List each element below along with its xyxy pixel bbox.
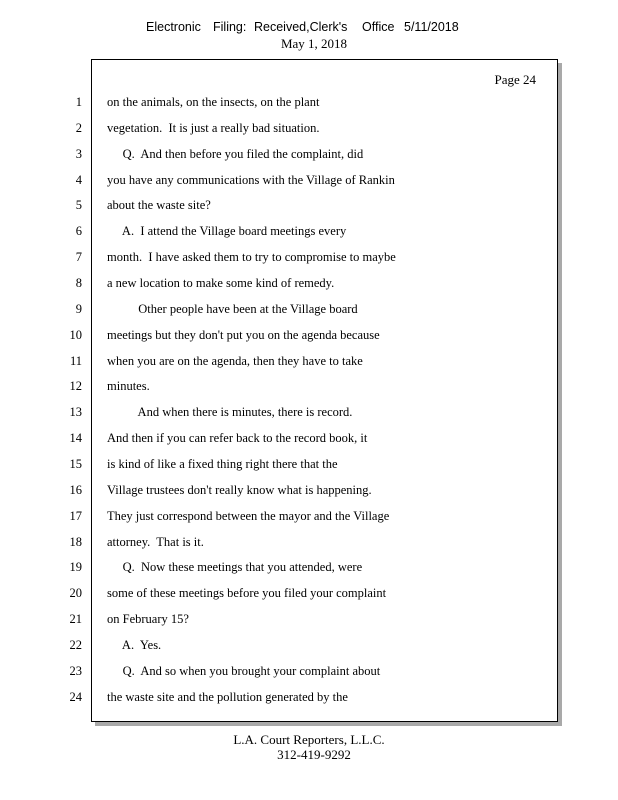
filing-stamp-word: Received,Clerk's xyxy=(254,20,348,34)
transcript-line: meetings but they don't put you on the agenda because xyxy=(107,327,380,342)
transcript-line: Village trustees don't really know what is happening. xyxy=(107,482,372,497)
line-number: 14 xyxy=(69,431,82,446)
reporter-company: L.A. Court Reporters, L.L.C. xyxy=(233,732,385,747)
transcript-line: Other people have been at the Village board xyxy=(107,301,358,316)
line-number: 16 xyxy=(69,482,82,497)
filing-stamp-date: 5/11/2018 xyxy=(404,20,459,34)
line-number: 20 xyxy=(69,586,82,601)
line-number: 9 xyxy=(75,301,82,316)
line-number: 3 xyxy=(75,146,82,161)
transcript-line: the waste site and the pollution generated by the xyxy=(107,689,348,704)
line-number: 13 xyxy=(69,405,82,420)
filing-stamp xyxy=(0,20,618,36)
reporter-phone xyxy=(0,747,618,763)
transcript-line: vegetation. It is just a really bad situation. xyxy=(107,120,320,135)
line-number: 2 xyxy=(75,120,82,135)
transcript-line: A. I attend the Village board meetings every xyxy=(107,224,347,239)
line-number: 15 xyxy=(69,456,82,471)
line-number: 21 xyxy=(69,612,82,626)
line-number: 12 xyxy=(69,379,82,394)
line-number: 17 xyxy=(69,508,82,523)
line-number: 8 xyxy=(75,276,82,290)
transcript-line: some of these meetings before you filed your complaint xyxy=(107,586,387,601)
line-number: 7 xyxy=(75,250,82,265)
line-number: 23 xyxy=(69,663,82,678)
transcript-line: on the animals, on the insects, on the plant xyxy=(107,95,320,109)
reporter-phone-text: 312-419-9292 xyxy=(277,747,351,762)
line-number: 6 xyxy=(75,224,82,239)
transcript-line: Q. And so when you brought your complaint about xyxy=(107,663,381,678)
line-number: 5 xyxy=(75,198,82,213)
transcript-date xyxy=(0,36,618,52)
transcript-line: is kind of like a fixed thing right there that the xyxy=(107,456,338,471)
transcript-line: about the waste site? xyxy=(107,198,211,213)
transcript-line: you have any communications with the Village of Rankin xyxy=(107,172,395,187)
line-number: 19 xyxy=(69,560,82,575)
transcript-line: Q. Now these meetings that you attended, were xyxy=(107,560,363,575)
transcript-line: attorney. That is it. xyxy=(107,534,204,549)
line-number: 10 xyxy=(69,327,82,342)
line-number: 24 xyxy=(69,689,82,704)
transcript-line: month. I have asked them to try to compromise to maybe xyxy=(107,250,396,265)
line-number: 4 xyxy=(75,172,82,187)
line-number: 11 xyxy=(69,353,82,368)
filing-stamp-word: Filing: xyxy=(213,20,247,34)
transcript-date-text: May 1, 2018 xyxy=(280,36,348,51)
transcript-line: minutes. xyxy=(107,379,150,394)
transcript-line: on February 15? xyxy=(107,612,189,626)
filing-stamp-word: Office xyxy=(362,20,395,34)
line-number: 18 xyxy=(69,534,82,549)
filing-stamp-word: Electronic xyxy=(146,20,201,34)
transcript-line: when you are on the agenda, then they have to take xyxy=(107,353,363,368)
transcript-line: And when there is minutes, there is record. xyxy=(107,405,353,420)
transcript-line: a new location to make some kind of remedy. xyxy=(107,276,335,290)
transcript-line: And then if you can refer back to the record book, it xyxy=(107,431,368,446)
line-number: 22 xyxy=(69,637,82,652)
transcript-line: They just correspond between the mayor and the Village xyxy=(107,508,390,523)
transcript-line: A. Yes. xyxy=(107,637,162,652)
line-number: 1 xyxy=(75,95,82,109)
page-number: Page 24 xyxy=(494,72,536,87)
transcript-line: Q. And then before you filed the complaint, did xyxy=(107,146,364,161)
